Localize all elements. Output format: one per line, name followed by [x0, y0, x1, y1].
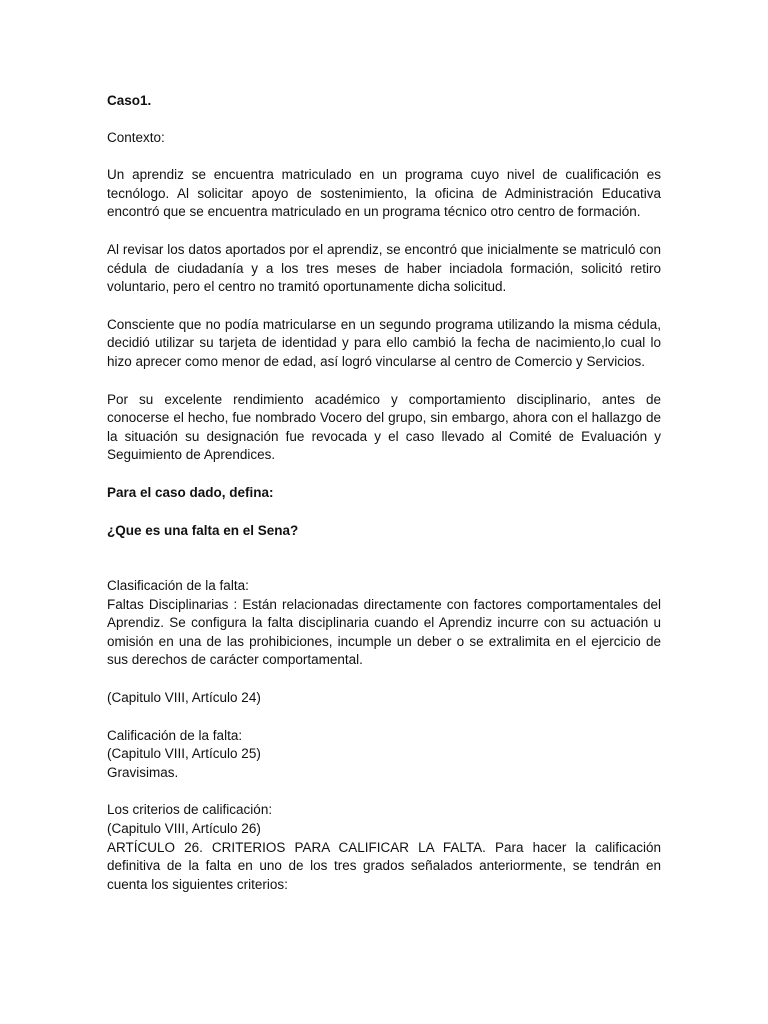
classification-reference: (Capitulo VIII, Artículo 24)	[107, 690, 261, 706]
context-heading: Contexto:	[107, 129, 165, 145]
criteria-reference: (Capitulo VIII, Artículo 26)	[107, 821, 261, 837]
classification-text: Faltas Disciplinarias : Están relacionadas directamente con factores comportamentales del Aprendiz. Se configura la falta disciplinaria cuando el Aprendiz incurre con su actuación u omisión en una de las prohibiciones, incumple un deber o se extralimita en el ejercicio de sus derechos de carácter comportamental.	[107, 596, 661, 668]
qualification-reference: (Capitulo VIII, Artículo 25)	[107, 746, 261, 762]
paragraph-3: Consciente que no podía matricularse en un segundo programa utilizando la misma cédula, decidió utilizar su tarjeta de identidad y para ello cambió la fecha de nacimiento,lo cual lo hizo aprecer como menor de edad, así logró vincularse al centro de Comercio y Servicios.	[107, 316, 661, 369]
define-heading: Para el caso dado, defina:	[107, 484, 274, 500]
criteria-heading: Los criterios de calificación:	[107, 802, 273, 818]
paragraph-4: Por su excelente rendimiento académico y comportamiento disciplinario, antes de conocerse el hecho, fue nombrado Vocero del grupo, sin embargo, ahora con el hallazgo de la situación su designación fue revocada y el caso llevado al Comité de Evaluación y Seguimiento de Aprendices.	[107, 391, 661, 463]
qualification-section	[107, 727, 661, 783]
case-title: Caso1.	[107, 93, 152, 108]
classification-section	[107, 577, 661, 670]
criteria-text: ARTÍCULO 26. CRITERIOS PARA CALIFICAR LA FALTA. Para hacer la calificación definitiva de la falta en uno de los tres grados señalados anteriormente, se tendrán en cuenta los siguientes criterios:	[107, 839, 661, 892]
question-heading: ¿Que es una falta en el Sena?	[107, 522, 299, 538]
paragraph-2: Al revisar los datos aportados por el aprendiz, se encontró que inicialmente se matriculó con cédula de ciudadanía y a los tres meses de haber inciadola formación, solicitó retiro voluntario, pero el centro no tramitó oportunamente dicha solicitud.	[107, 241, 661, 295]
classification-heading: Clasificación de la falta:	[107, 578, 249, 594]
criteria-section	[107, 801, 661, 894]
qualification-value: Gravisimas.	[107, 764, 179, 780]
paragraph-1: Un aprendiz se encuentra matriculado en un programa cuyo nivel de cualificación es tecnólogo. Al solicitar apoyo de sostenimiento, la oficina de Administración Educativa encontró que se encuentra matriculado en un programa técnico otro centro de formación.	[107, 167, 661, 220]
qualification-heading: Calificación de la falta:	[107, 727, 243, 743]
